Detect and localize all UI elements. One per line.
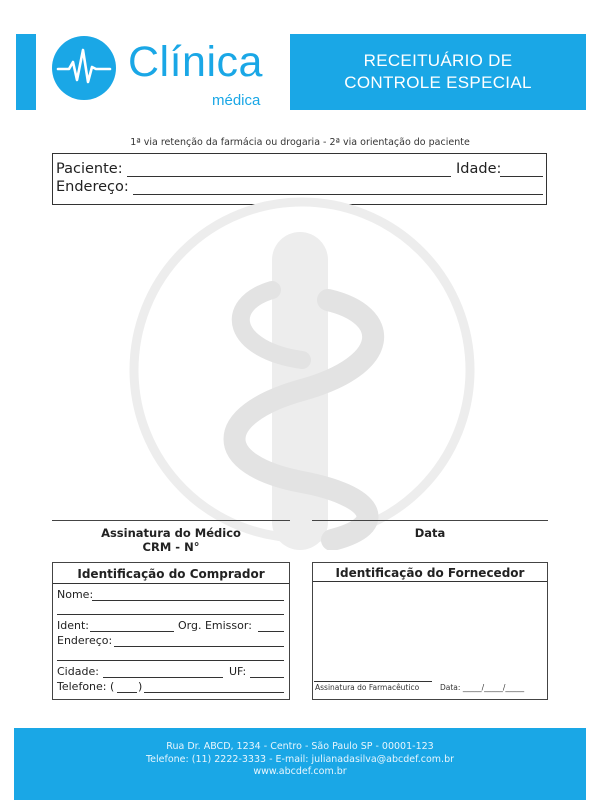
buyer-ident-field[interactable] [90,631,174,632]
copy-instructions: 1ª via retenção da farmácia ou drogaria - 2ª via orientação do paciente [130,137,470,148]
buyer-city-field[interactable] [103,677,223,678]
buyer-name-field[interactable] [92,600,284,601]
supplier-title-divider [313,581,547,582]
buyer-name-label: Nome: [57,588,94,601]
crm-label: CRM - N° [142,540,200,554]
buyer-phone-label: Telefone: ( [57,680,115,693]
buyer-title-divider [53,583,289,584]
supplier-title: Identificação do Fornecedor [335,566,525,580]
brand-name: Clínica [128,38,263,86]
doctor-signature-label: Assinatura do Médico [101,526,241,540]
footer [14,728,586,800]
brand-subtitle: médica [212,92,261,109]
buyer-address-label: Endereço: [57,634,113,647]
patient-label: Paciente: [56,161,123,177]
buyer-city-label: Cidade: [57,665,99,678]
footer-address: Rua Dr. ABCD, 1234 - Centro - São Paulo SP - 00001-123 [166,741,434,752]
heartbeat-icon [52,36,116,100]
buyer-state-field[interactable] [250,677,284,678]
buyer-ident-label: Ident: [57,619,89,632]
supplier-identification-box [312,562,548,700]
buyer-issuer-label: Org. Emissor: [178,619,252,632]
buyer-phone-close: ) [138,680,143,693]
patient-name-field[interactable] [127,176,451,177]
document-title-line1: RECEITUÁRIO DE [363,51,513,70]
buyer-title: Identificação do Comprador [77,567,265,581]
buyer-phone-area-field[interactable] [117,692,137,693]
buyer-issuer-field[interactable] [258,631,284,632]
footer-contact: Telefone: (11) 2222-3333 - E-mail: julianadasilva@abcdef.com.br [145,753,455,765]
buyer-state-label: UF: [229,665,247,678]
buyer-address-field[interactable] [114,646,284,647]
header-accent-bar [16,34,36,110]
pharmacist-signature-label: Assinatura do Farmacêutico [315,683,420,692]
doctor-signature-line[interactable] [52,520,290,521]
footer-website[interactable]: www.abcdef.com.br [253,766,347,777]
address-label: Endereço: [56,179,129,195]
pharmacist-signature-line[interactable] [314,681,432,682]
age-field[interactable] [500,176,543,177]
supplier-date-field[interactable]: Data: _____/_____/_____ [440,683,525,692]
caduceus-icon [92,190,512,550]
document-title-line2: CONTROLE ESPECIAL [344,73,532,92]
buyer-name-field-2[interactable] [57,614,284,615]
date-label: Data [414,526,446,540]
logo-circle [52,36,116,100]
document-title-banner [290,34,586,110]
date-signature-line[interactable] [312,520,548,521]
buyer-address-field-2[interactable] [57,660,284,661]
buyer-phone-field[interactable] [144,692,284,693]
age-label: Idade: [456,161,502,177]
